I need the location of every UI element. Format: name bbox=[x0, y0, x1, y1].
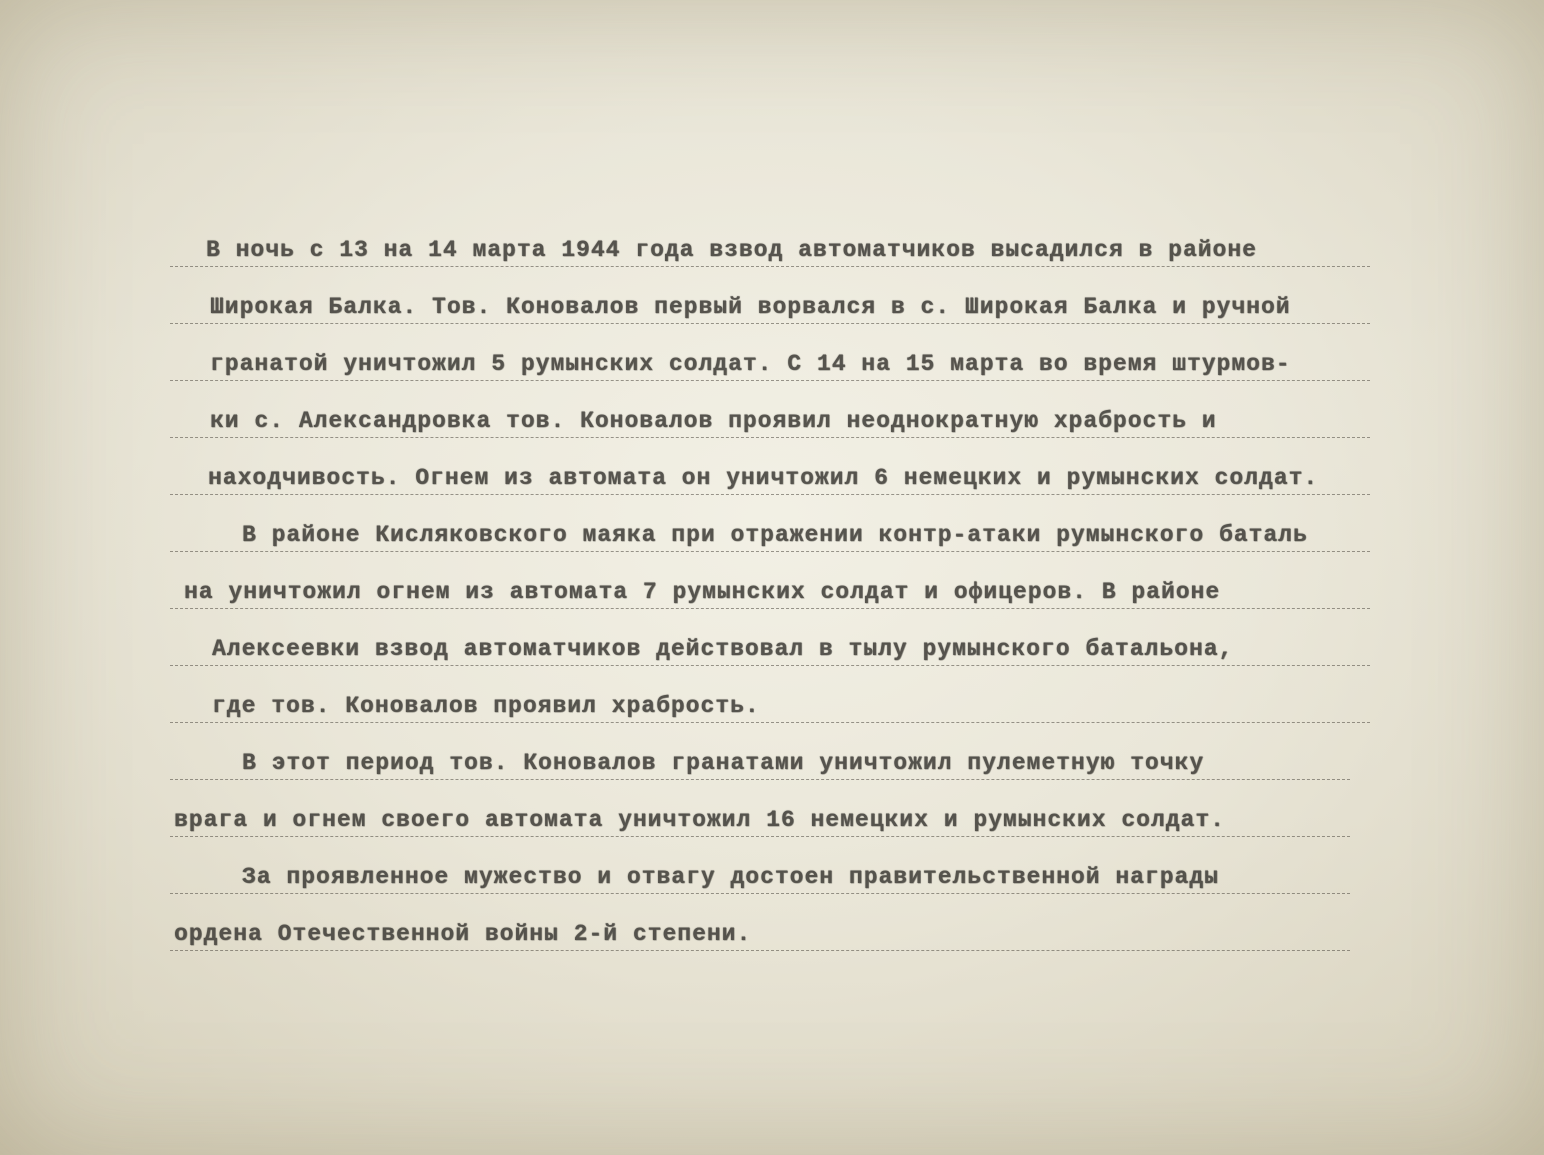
text-line: Алексеевки взвод автоматчиков действовал в тылу румынского батальона, bbox=[170, 619, 1440, 676]
text-line: находчивость. Огнем из автомата он уничтожил 6 немецких и румынских солдат. bbox=[170, 448, 1440, 505]
typewritten-text bbox=[170, 220, 1440, 961]
text-line: гранатой уничтожил 5 румынских солдат. С 14 на 15 марта во время штурмов- bbox=[170, 334, 1440, 391]
text-line: на уничтожил огнем из автомата 7 румынских солдат и офицеров. В районе bbox=[170, 562, 1440, 619]
text-line: В районе Кисляковского маяка при отражении контр-атаки румынского баталь bbox=[170, 505, 1440, 562]
text-line: ордена Отечественной войны 2-й степени. bbox=[170, 904, 1440, 961]
text-line: врага и огнем своего автомата уничтожил 16 немецких и румынских солдат. bbox=[170, 790, 1440, 847]
text-line: В этот период тов. Коновалов гранатами уничтожил пулеметную точку bbox=[170, 733, 1440, 790]
text-line: Широкая Балка. Тов. Коновалов первый ворвался в с. Широкая Балка и ручной bbox=[170, 277, 1440, 334]
text-line: ки с. Александровка тов. Коновалов проявил неоднократную храбрость и bbox=[170, 391, 1440, 448]
text-line: За проявленное мужество и отвагу достоен правительственной награды bbox=[170, 847, 1440, 904]
text-line: где тов. Коновалов проявил храбрость. bbox=[170, 676, 1440, 733]
text-line: В ночь с 13 на 14 марта 1944 года взвод автоматчиков высадился в районе bbox=[170, 220, 1440, 277]
